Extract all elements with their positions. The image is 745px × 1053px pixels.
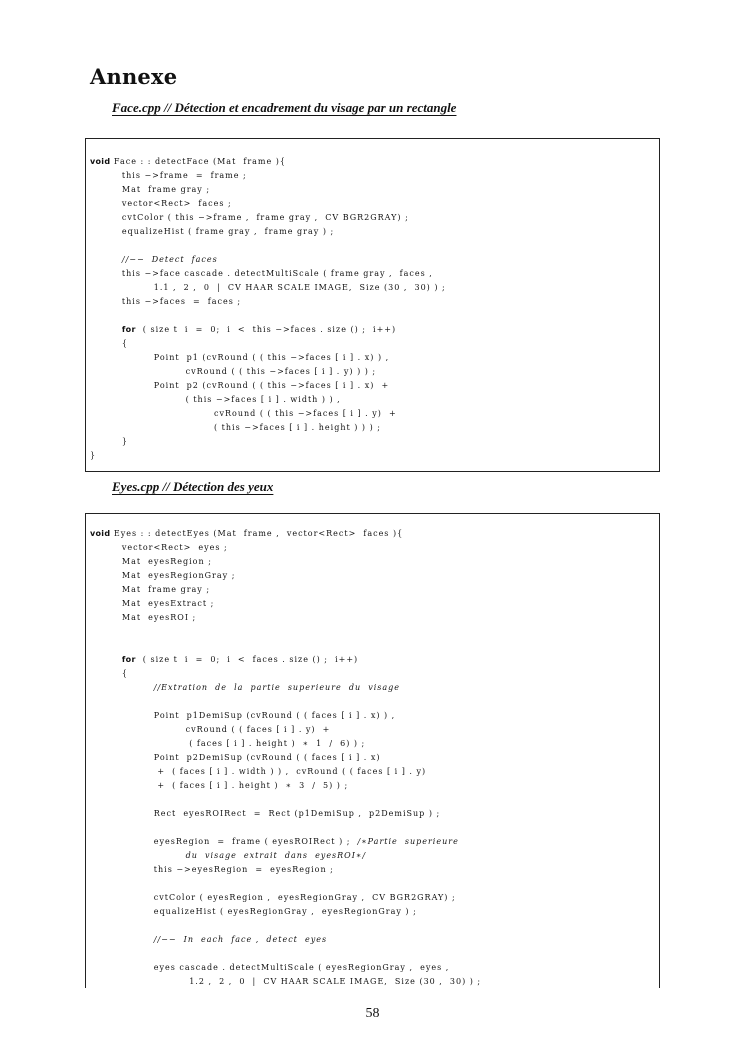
code-line — [90, 393, 341, 407]
code-text — [90, 655, 122, 664]
code-line — [90, 155, 286, 169]
code-text: ( this −>faces [ i ] . height ) ) ) ; — [90, 423, 381, 432]
code-line — [90, 421, 381, 435]
code-text: vector<Rect> eyes ; — [90, 543, 228, 552]
code-text-rest: Face : : detectFace (Mat frame ){ — [110, 157, 286, 166]
code-line — [90, 751, 380, 765]
code-text: //−− In each face , detect eyes — [90, 935, 328, 944]
code-text: Mat eyesRegion ; — [90, 557, 212, 566]
code-line — [90, 253, 218, 267]
code-text: 1.1 , 2 , 0 | CV HAAR SCALE IMAGE, Size (30 , 30) ) ; — [90, 283, 446, 292]
eyes-cpp-code-block — [85, 513, 660, 988]
code-line — [90, 267, 433, 281]
code-text: } — [90, 451, 97, 460]
code-text-rest: ( size t i = 0; i < this −>faces . size () ; i++) — [135, 325, 397, 334]
code-line — [90, 681, 400, 695]
code-text: Mat eyesROI ; — [90, 613, 197, 622]
code-line — [90, 323, 396, 337]
code-line — [90, 611, 196, 625]
code-line — [90, 295, 241, 309]
code-text: Mat eyesExtract ; — [90, 599, 215, 608]
code-text: { — [90, 339, 128, 348]
code-line — [90, 351, 389, 365]
code-line — [90, 891, 456, 905]
code-comment: /∗Partie superieure — [357, 837, 459, 846]
code-text: ( faces [ i ] . height ) ∗ 1 / 6) ) ; — [90, 739, 366, 748]
code-line — [90, 723, 330, 737]
code-text: this −>eyesRegion = eyesRegion ; — [90, 865, 334, 874]
code-text: cvRound ( ( this −>faces [ i ] . y) ) ) ; — [90, 367, 377, 376]
code-text: //Extration de la partie superieure du visage — [90, 683, 401, 692]
code-line — [90, 849, 366, 863]
code-line — [90, 933, 327, 947]
code-text: cvRound ( ( this −>faces [ i ] . y) + — [90, 409, 397, 418]
code-line — [90, 975, 481, 988]
code-line — [90, 555, 212, 569]
code-text: + ( faces [ i ] . width ) ) , cvRound ( ( faces [ i ] . y) — [90, 767, 427, 776]
code-text: 1.2 , 2 , 0 | CV HAAR SCALE IMAGE, Size (30 , 30) ) ; — [90, 977, 482, 986]
code-text: eyesRegion = frame ( eyesROIRect ) ; — [90, 837, 358, 846]
code-line — [90, 667, 128, 681]
code-keyword: for — [121, 655, 136, 664]
page-number: 58 — [365, 1006, 380, 1021]
code-line — [90, 365, 376, 379]
code-text: Point p2DemiSup (cvRound ( ( faces [ i ] . x) — [90, 753, 381, 762]
code-line — [90, 835, 459, 849]
code-text: this −>face cascade . detectMultiScale ( frame gray , faces , — [90, 269, 433, 278]
eyes-cpp-heading: Eyes.cpp // Détection des yeux — [112, 479, 274, 494]
code-line — [90, 583, 210, 597]
code-line — [90, 863, 334, 877]
code-text: //−− Detect faces — [90, 255, 218, 264]
code-text: Mat eyesRegionGray ; — [90, 571, 236, 580]
code-line — [90, 379, 389, 393]
code-line — [90, 569, 235, 583]
code-line — [90, 905, 417, 919]
code-line — [90, 541, 228, 555]
code-text: equalizeHist ( frame gray , frame gray ) ; — [90, 227, 335, 236]
code-text: Mat frame gray ; — [90, 185, 211, 194]
code-line — [90, 183, 210, 197]
code-text: vector<Rect> faces ; — [90, 199, 232, 208]
code-line — [90, 225, 334, 239]
code-keyword: void — [90, 529, 111, 538]
code-keyword: for — [121, 325, 136, 334]
code-line — [90, 281, 446, 295]
code-line — [90, 709, 395, 723]
code-text: ( this −>faces [ i ] . width ) ) , — [90, 395, 341, 404]
face-cpp-heading: Face.cpp // Détection et encadrement du visage par un rectangle — [112, 100, 457, 115]
code-line — [90, 765, 426, 779]
code-line — [90, 197, 232, 211]
code-text: Point p2 (cvRound ( ( this −>faces [ i ] . x) + — [90, 381, 390, 390]
code-text: cvRound ( ( faces [ i ] . y) + — [90, 725, 331, 734]
code-line — [90, 337, 128, 351]
code-line — [90, 211, 409, 225]
code-text: this −>faces = faces ; — [90, 297, 242, 306]
code-line — [90, 435, 128, 449]
code-text-rest: ( size t i = 0; i < faces . size () ; i++) — [135, 655, 359, 664]
code-line — [90, 779, 348, 793]
code-text-rest: Eyes : : detectEyes (Mat frame , vector<Rect> faces ){ — [110, 529, 404, 538]
code-line — [90, 597, 214, 611]
code-line — [90, 527, 403, 541]
code-text — [90, 325, 122, 334]
code-line — [90, 169, 247, 183]
code-text: } — [90, 437, 128, 446]
code-text: equalizeHist ( eyesRegionGray , eyesRegionGray ) ; — [90, 907, 417, 916]
code-line — [90, 653, 358, 667]
code-text: Point p1DemiSup (cvRound ( ( faces [ i ] . x) ) , — [90, 711, 396, 720]
code-text: Mat frame gray ; — [90, 585, 211, 594]
code-text: { — [90, 669, 128, 678]
code-text: Rect eyesROIRect = Rect (p1DemiSup , p2DemiSup ) ; — [90, 809, 441, 818]
annexe-title: Annexe — [90, 64, 178, 89]
code-line — [90, 807, 440, 821]
code-line — [90, 961, 449, 975]
code-text: eyes cascade . detectMultiScale ( eyesRegionGray , eyes , — [90, 963, 450, 972]
code-text: cvtColor ( this −>frame , frame gray , CV BGR2GRAY) ; — [90, 213, 409, 222]
code-line — [90, 737, 365, 751]
code-text: du visage extrait dans eyesROI∗/ — [90, 851, 367, 860]
code-line — [90, 407, 397, 421]
code-line — [90, 449, 96, 463]
code-text: + ( faces [ i ] . height ) ∗ 3 / 5) ) ; — [90, 781, 349, 790]
code-text: Point p1 (cvRound ( ( this −>faces [ i ] . x) ) , — [90, 353, 390, 362]
code-keyword: void — [90, 157, 111, 166]
code-text: cvtColor ( eyesRegion , eyesRegionGray , CV BGR2GRAY) ; — [90, 893, 456, 902]
face-cpp-code-block — [85, 138, 660, 472]
code-text: this −>frame = frame ; — [90, 171, 247, 180]
